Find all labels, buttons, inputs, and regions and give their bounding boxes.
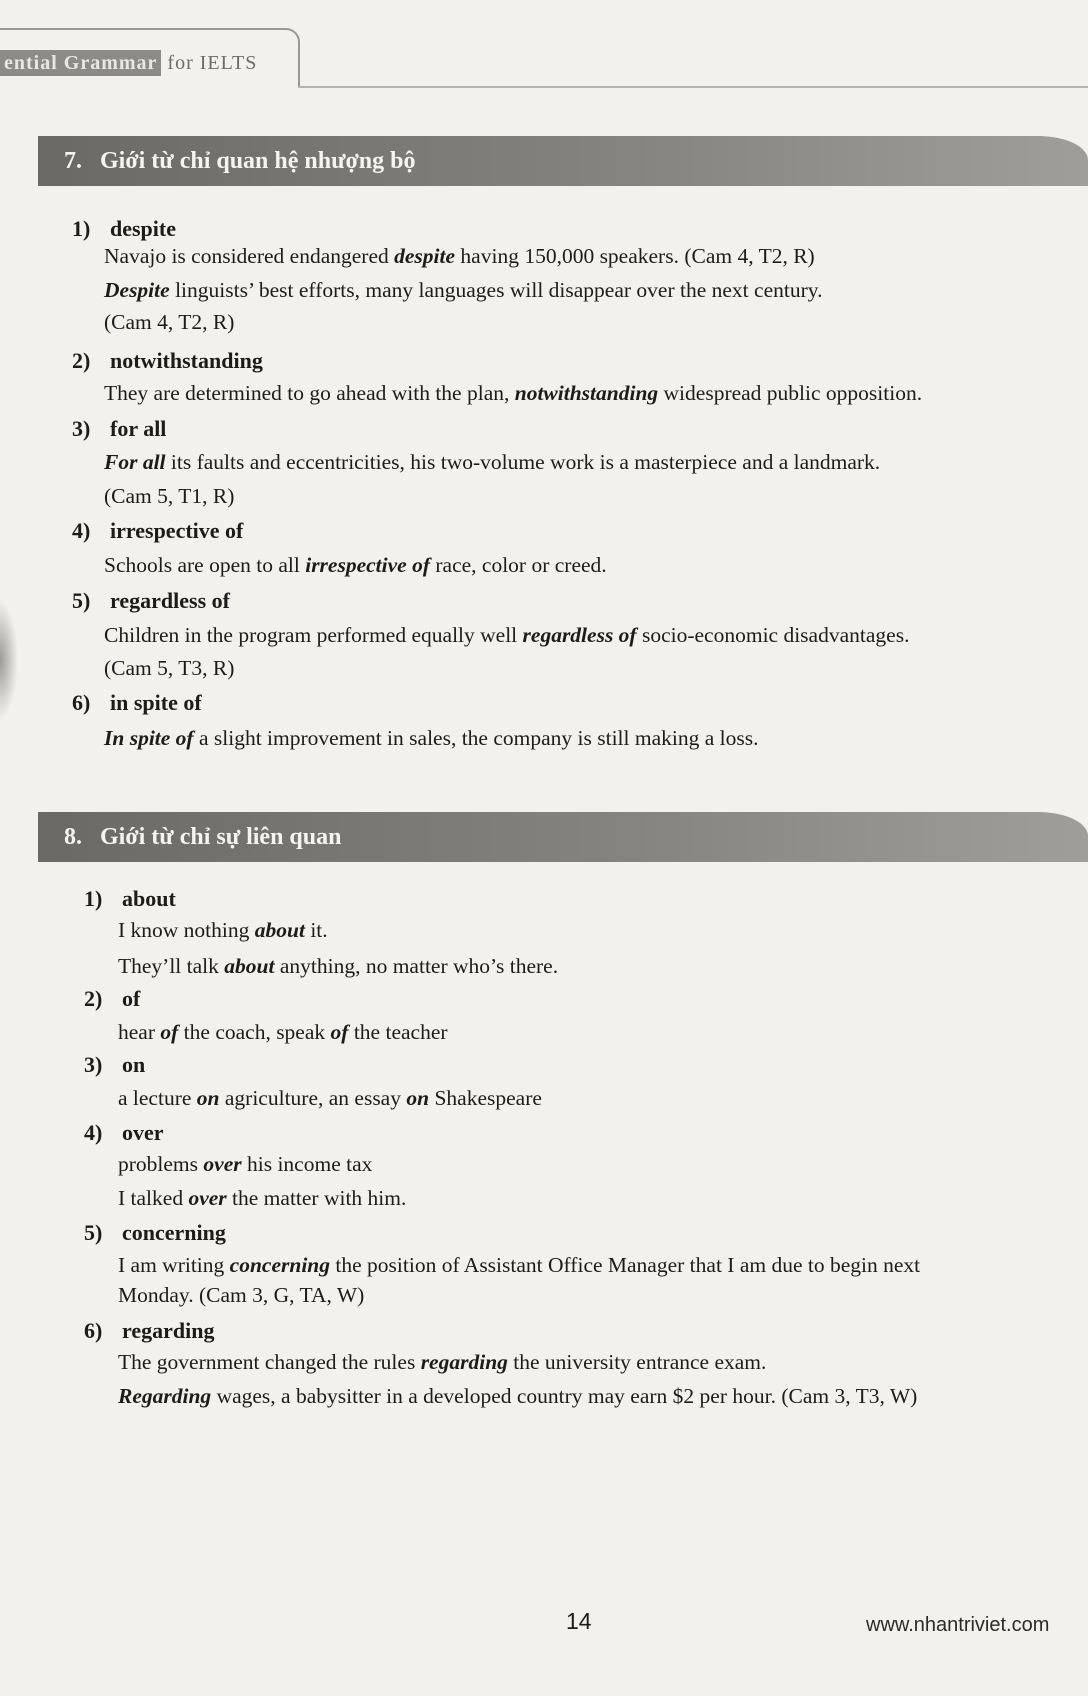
- entry-term: on: [122, 1052, 146, 1077]
- example-keyword: irrespective of: [305, 553, 430, 577]
- example-keyword: on: [406, 1086, 430, 1110]
- example-sentence: [104, 484, 234, 510]
- example-text: Schools are open to all: [104, 553, 306, 577]
- example-text: the university entrance exam.: [507, 1350, 767, 1374]
- example-sentence: [118, 1283, 364, 1309]
- entry-number: 1): [84, 886, 103, 911]
- entry-number: 2): [84, 986, 103, 1011]
- entry-number: 5): [72, 588, 91, 613]
- entry-term: of: [122, 986, 141, 1011]
- entry-number: 1): [72, 216, 91, 241]
- section-header-bar: [38, 812, 1088, 862]
- example-keyword: on: [196, 1086, 220, 1110]
- example-text: a lecture: [118, 1086, 197, 1110]
- entry-term: about: [122, 886, 176, 911]
- section-header-bar: [38, 136, 1088, 186]
- example-text: the position of Assistant Office Manager that I am due to begin next: [330, 1253, 921, 1277]
- entry-heading: [72, 216, 176, 242]
- example-sentence: [118, 1253, 920, 1279]
- section-title: [64, 148, 415, 175]
- entry-number: 3): [84, 1052, 103, 1077]
- example-sentence: [104, 553, 607, 579]
- example-text: wages, a babysitter in a developed country may earn $2 per hour. (Cam 3, T3, W): [211, 1384, 918, 1408]
- example-sentence: [118, 918, 328, 944]
- entry-heading: [84, 1220, 226, 1246]
- example-text: I know nothing: [118, 918, 255, 942]
- entry-heading: [72, 416, 166, 442]
- entry-term: over: [122, 1120, 164, 1145]
- example-keyword: Despite: [104, 278, 170, 302]
- example-keyword: concerning: [229, 1253, 331, 1277]
- section-title: [64, 824, 341, 851]
- example-text: hear: [118, 1020, 161, 1044]
- example-text: the matter with him.: [226, 1186, 407, 1210]
- entry-term: regardless of: [110, 588, 230, 613]
- example-keyword: about: [254, 918, 305, 942]
- example-sentence: [104, 381, 922, 407]
- example-text: problems: [118, 1152, 204, 1176]
- entry-term: irrespective of: [110, 518, 244, 543]
- example-keyword: In spite of: [104, 726, 194, 750]
- example-text: I am writing: [118, 1253, 230, 1277]
- example-sentence: [104, 310, 234, 336]
- example-text: (Cam 4, T2, R): [104, 310, 235, 334]
- entry-term: despite: [110, 216, 176, 241]
- example-keyword: over: [203, 1152, 242, 1176]
- entry-term: for all: [110, 416, 167, 441]
- page-shadow: [0, 600, 18, 720]
- example-text: They are determined to go ahead with the plan,: [104, 381, 515, 405]
- entry-number: 4): [72, 518, 91, 543]
- example-keyword: despite: [394, 244, 456, 268]
- example-text: a slight improvement in sales, the company is still making a loss.: [193, 726, 759, 750]
- example-text: having 150,000 speakers. (Cam 4, T2, R): [455, 244, 815, 268]
- entry-heading: [84, 1120, 164, 1146]
- section-title-text: Giới từ chỉ sự liên quan: [100, 824, 342, 850]
- entry-heading: [84, 1052, 145, 1078]
- example-keyword: of: [330, 1020, 349, 1044]
- example-keyword: notwithstanding: [514, 381, 659, 405]
- example-keyword: Regarding: [118, 1384, 212, 1408]
- entry-heading: [72, 518, 243, 544]
- example-keyword: over: [188, 1186, 227, 1210]
- book-title: ential Grammar for IELTS: [0, 52, 257, 75]
- example-sentence: [118, 1350, 766, 1376]
- example-text: his income tax: [241, 1152, 373, 1176]
- section-title-text: Giới từ chỉ quan hệ nhượng bộ: [100, 148, 416, 174]
- example-text: it.: [304, 918, 328, 942]
- example-keyword: For all: [104, 450, 166, 474]
- example-sentence: [118, 954, 558, 980]
- entry-term: notwithstanding: [110, 348, 263, 373]
- example-sentence: [118, 1152, 372, 1178]
- example-text: The government changed the rules: [118, 1350, 421, 1374]
- example-sentence: [104, 623, 909, 649]
- example-text: Monday. (Cam 3, G, TA, W): [118, 1283, 365, 1307]
- entry-number: 3): [72, 416, 91, 441]
- example-sentence: [118, 1384, 917, 1410]
- example-text: the teacher: [348, 1020, 448, 1044]
- example-text: anything, no matter who’s there.: [274, 954, 559, 978]
- example-text: (Cam 5, T1, R): [104, 484, 235, 508]
- example-text: socio-economic disadvantages.: [636, 623, 910, 647]
- header-rule: [298, 86, 1088, 88]
- example-text: widespread public opposition.: [658, 381, 923, 405]
- entry-heading: [72, 690, 202, 716]
- example-text: the coach, speak: [178, 1020, 331, 1044]
- example-text: (Cam 5, T3, R): [104, 656, 235, 680]
- page-number: 14: [566, 1608, 592, 1634]
- example-text: Children in the program performed equally well: [104, 623, 523, 647]
- example-sentence: [104, 450, 880, 476]
- example-text: Shakespeare: [429, 1086, 542, 1110]
- example-sentence: [104, 656, 234, 682]
- entry-number: 6): [72, 690, 91, 715]
- entry-term: concerning: [122, 1220, 226, 1245]
- example-sentence: [118, 1186, 406, 1212]
- example-keyword: of: [160, 1020, 179, 1044]
- example-sentence: [104, 244, 815, 270]
- example-text: Navajo is considered endangered: [104, 244, 395, 268]
- entry-term: regarding: [122, 1318, 215, 1343]
- entry-heading: [84, 1318, 214, 1344]
- example-text: agriculture, an essay: [219, 1086, 407, 1110]
- example-text: race, color or creed.: [430, 553, 607, 577]
- entry-term: in spite of: [110, 690, 202, 715]
- example-keyword: regarding: [420, 1350, 508, 1374]
- example-sentence: [104, 726, 759, 752]
- section-number: 7.: [64, 148, 82, 174]
- entry-heading: [84, 886, 176, 912]
- entry-number: 2): [72, 348, 91, 373]
- example-text: linguists’ best efforts, many languages will disappear over the next century.: [169, 278, 823, 302]
- example-sentence: [118, 1086, 542, 1112]
- example-text: They’ll talk: [118, 954, 225, 978]
- example-sentence: [104, 278, 822, 304]
- entry-number: 5): [84, 1220, 103, 1245]
- example-keyword: regardless of: [522, 623, 637, 647]
- entry-heading: [72, 588, 230, 614]
- entry-heading: [72, 348, 263, 374]
- entry-heading: [84, 986, 140, 1012]
- example-keyword: about: [224, 954, 275, 978]
- example-sentence: [118, 1020, 448, 1046]
- example-text: its faults and eccentricities, his two-volume work is a masterpiece and a landmark.: [165, 450, 881, 474]
- entry-number: 4): [84, 1120, 103, 1145]
- website-url: www.nhantriviet.com: [866, 1614, 1050, 1636]
- entry-number: 6): [84, 1318, 103, 1343]
- example-text: I talked: [118, 1186, 189, 1210]
- section-number: 8.: [64, 824, 82, 850]
